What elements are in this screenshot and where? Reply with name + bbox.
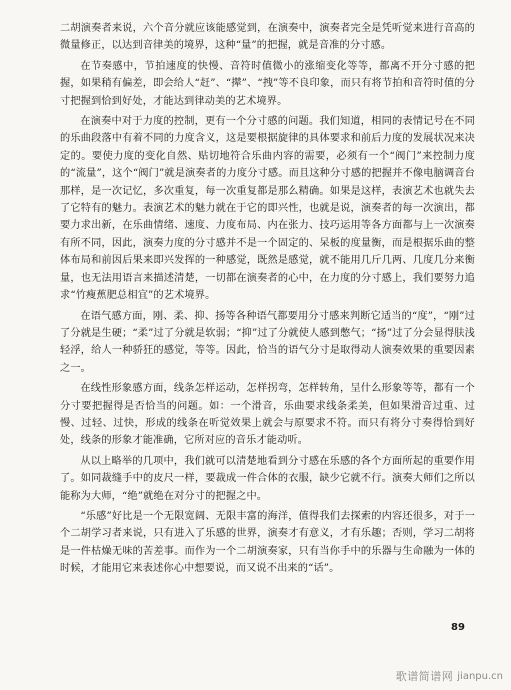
paragraph-4: 在语气感方面，刚、柔、抑、扬等各种语气都要用分寸感来判断它适当的“度”，“刚”过了分就是生硬；“柔”过了分就是软弱；“抑”过了分就使人感到憋气；“扬”过了分会显得肤浅轻浮，给人一种骄狂的感觉，等等。因此，恰当的语气分寸是取得动人演奏效果的重要因素之一。 — [60, 310, 475, 374]
paragraph-2: 在节奏感中，节拍速度的快慢、音符时值微小的涨缩变化等等，都离不开分寸感的把握，如果稍有偏差，即会给人“赶”、“撵”、“拽”等不良印象，而只有将节拍和音符时值的分寸把握到恰到好处，才能达到律动美的艺术境界。 — [60, 60, 475, 107]
paragraph-1: 二胡演奏者来说，六个音分就应该能感觉到，在演奏中，演奏者完全是凭听觉来进行音高的微量修正，以达到音律美的境界，这种“量”的把握，就是音准的分寸感。 — [60, 23, 475, 52]
watermark-site-name: 歌谱简谱网 — [395, 670, 454, 683]
watermark-url: jianpu.cn — [457, 670, 503, 682]
paragraph-7: “乐感”好比是一个无限宽阔、无限丰富的海洋，值得我们去探索的内容还很多，对于一个二胡学习者来说，只有进入了乐感的世界，演奏才有意义，才有乐趣；否则，学习二胡将是一件枯燥无味的苦差事。而作为一个二胡演奏家，只有当你手中的乐器与生命融为一体的时候，才能用它来表述你心中想要说，而又说不出来的“话”。 — [60, 510, 475, 575]
article-body — [60, 20, 475, 581]
site-watermark — [396, 668, 503, 684]
paragraph-6: 从以上略举的几项中，我们就可以清楚地看到分寸感在乐感的各个方面所起的重要作用了。如同裁缝手中的皮尺一样，要裁成一件合体的衣服，缺少它就不行。演奏大师们之所以能称为大师，“绝”就绝在对分寸的把握之中。 — [60, 455, 475, 502]
paragraph-5: 在线性形象感方面，线条怎样运动，怎样拐弯，怎样转角，呈什么形象等等，都有一个分寸要把握得是否恰当的问题。如：一个滑音，乐曲要求线条柔美，但如果滑音过重、过慢、过轻、过快，形成的线条在听觉效果上就会与原要求不符。而只有将分寸奏得恰到好处，线条的形象才能准确，它所对应的音乐才能动听。 — [60, 383, 475, 447]
page-number: 89 — [451, 622, 465, 633]
paragraph-3: 在演奏中对于力度的控制，更有一个分寸感的问题。我们知道，相同的表情记号在不同的乐曲段落中有着不同的力度含义，这是要根据旋律的具体要求和前后力度的发展状况来决定的。要使力度的变化自然、贴切地符合乐曲内容的需要，必须有一个“阀门”来控制力度的“流量”，这个“阀门”就是演奏者的力度分寸感。而且这种分寸感的把握并不像电脑调音台那样，是一次记忆，多次重复，每一次重复都是那么精确。如果是这样，表演艺术也就失去了它特有的魅力。表演艺术的魅力就在于它的即兴性，也就是说，演奏者的每一次演出，都要力求出新，在乐曲情绪、速度、力度布局、内在张力、技巧运用等各方面都与上一次演奏有所不同，因此，演奏力度的分寸感并不是一个固定的、呆板的度量衡，而是根据乐曲的整体布局和前因后果来即兴发挥的一种感觉，既然是感觉，就不能用几斤几两、几度几分来衡量，也无法用语言来描述清楚，一切都在演奏者的心中，在力度的分寸感上，我们要努力追求“竹瘦蕉肥总相宜”的艺术境界。 — [60, 116, 475, 302]
